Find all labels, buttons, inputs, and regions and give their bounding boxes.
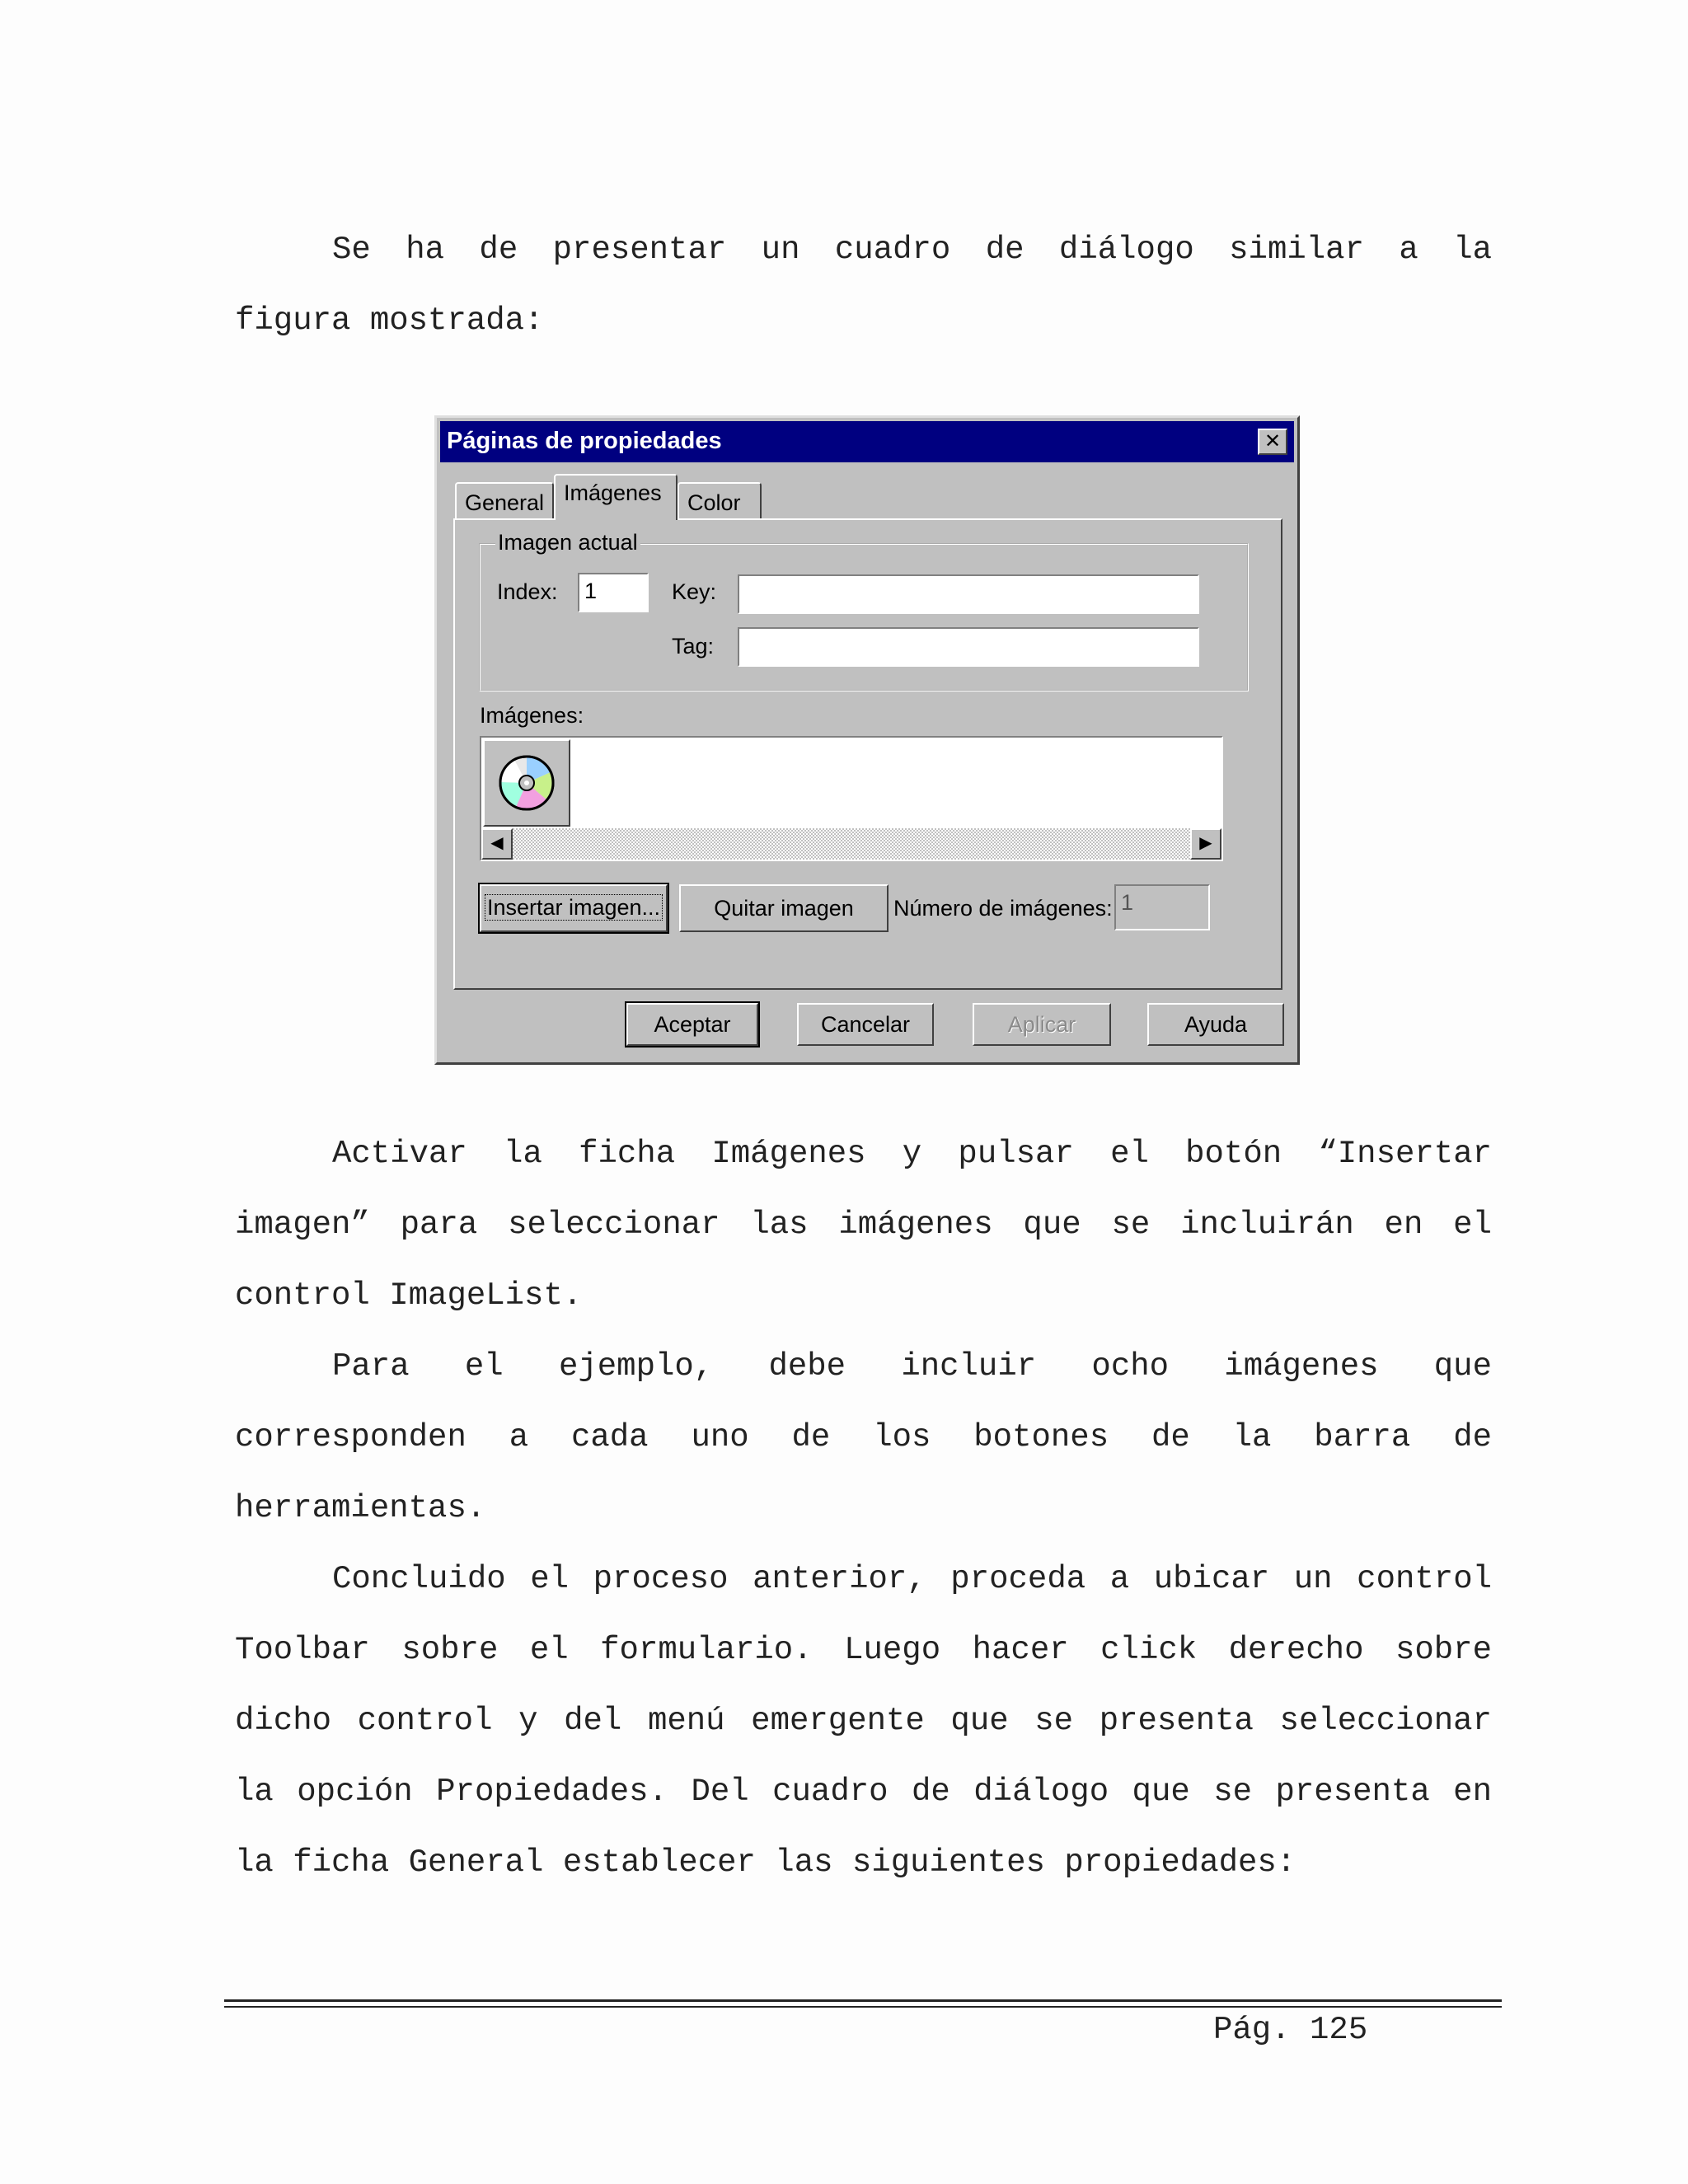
intro-paragraph	[235, 214, 1492, 356]
help-button[interactable]: Ayuda	[1147, 1003, 1284, 1046]
index-label: Index:	[497, 579, 558, 604]
tab-general[interactable]: General	[455, 482, 554, 520]
image-item[interactable]	[483, 739, 570, 827]
close-button[interactable]	[1258, 429, 1287, 455]
index-field[interactable]: 1	[578, 573, 649, 612]
apply-button[interactable]: Aplicar	[973, 1003, 1111, 1046]
body-p3-line-1: Concluido el proceso anterior, proceda a ubicar un control	[332, 1561, 1492, 1597]
body-p2-line-3: herramientas.	[235, 1490, 486, 1526]
body-p2-line-2: corresponden a cada uno de los botones de la barra de	[235, 1419, 1492, 1455]
property-pages-dialog	[434, 415, 1300, 1065]
images-label: Imágenes:	[480, 703, 584, 728]
remove-image-button[interactable]: Quitar imagen	[679, 884, 889, 932]
horizontal-scrollbar[interactable]	[481, 828, 1221, 860]
scroll-right-icon[interactable]: ▶	[1190, 828, 1221, 860]
body-paragraph-3	[235, 1544, 1492, 1898]
body-p3-line-4: la opción Propiedades. Del cuadro de diálogo que se presenta en	[235, 1774, 1492, 1810]
body-paragraph-1	[235, 1118, 1492, 1331]
image-count-label: Número de imágenes:	[893, 896, 1113, 921]
intro-line-1: Se ha de presentar un cuadro de diálogo similar a la	[332, 232, 1492, 268]
body-p2-line-1: Para el ejemplo, debe incluir ocho imágenes que	[332, 1348, 1492, 1385]
insert-image-label: Insertar imagen...	[485, 894, 663, 921]
insert-image-button[interactable]	[480, 884, 668, 932]
intro-line-2: figura mostrada:	[235, 302, 544, 339]
ok-button[interactable]: Aceptar	[626, 1003, 758, 1046]
page-number: Pág. 125	[1213, 2012, 1368, 2048]
tag-label: Tag:	[672, 634, 715, 658]
close-icon: ✕	[1264, 430, 1282, 452]
body-p3-line-3: dicho control y del menú emergente que se presenta seleccionar	[235, 1703, 1492, 1739]
key-field[interactable]	[738, 574, 1199, 614]
body-p3-line-5: la ficha General establecer las siguientes propiedades:	[235, 1844, 1296, 1881]
tab-imagenes[interactable]: Imágenes	[554, 474, 678, 520]
cd-disc-icon	[498, 754, 556, 812]
cancel-button[interactable]: Cancelar	[797, 1003, 934, 1046]
scroll-left-icon[interactable]: ◀	[481, 828, 513, 860]
body-paragraph-2	[235, 1331, 1492, 1544]
key-label: Key:	[672, 579, 717, 604]
body-p1-line-2: imagen” para seleccionar las imágenes que se incluirán en el	[235, 1207, 1492, 1243]
dialog-title-bar[interactable]	[440, 421, 1294, 462]
body-p1-line-1: Activar la ficha Imágenes y pulsar el botón “Insertar	[332, 1136, 1492, 1172]
tag-field[interactable]	[738, 627, 1199, 667]
tab-color[interactable]: Color	[678, 482, 762, 520]
body-p1-line-3: control ImageList.	[235, 1277, 583, 1314]
image-count-field: 1	[1114, 884, 1210, 930]
footer-rule-thick	[224, 1999, 1502, 2002]
group-title: Imagen actual	[495, 530, 640, 555]
tab-panel-imagenes	[453, 518, 1282, 990]
current-image-group	[479, 530, 1249, 691]
dialog-title: Páginas de propiedades	[447, 428, 722, 454]
body-p3-line-2: Toolbar sobre el formulario. Luego hacer click derecho sobre	[235, 1632, 1492, 1668]
images-list[interactable]	[480, 736, 1223, 861]
